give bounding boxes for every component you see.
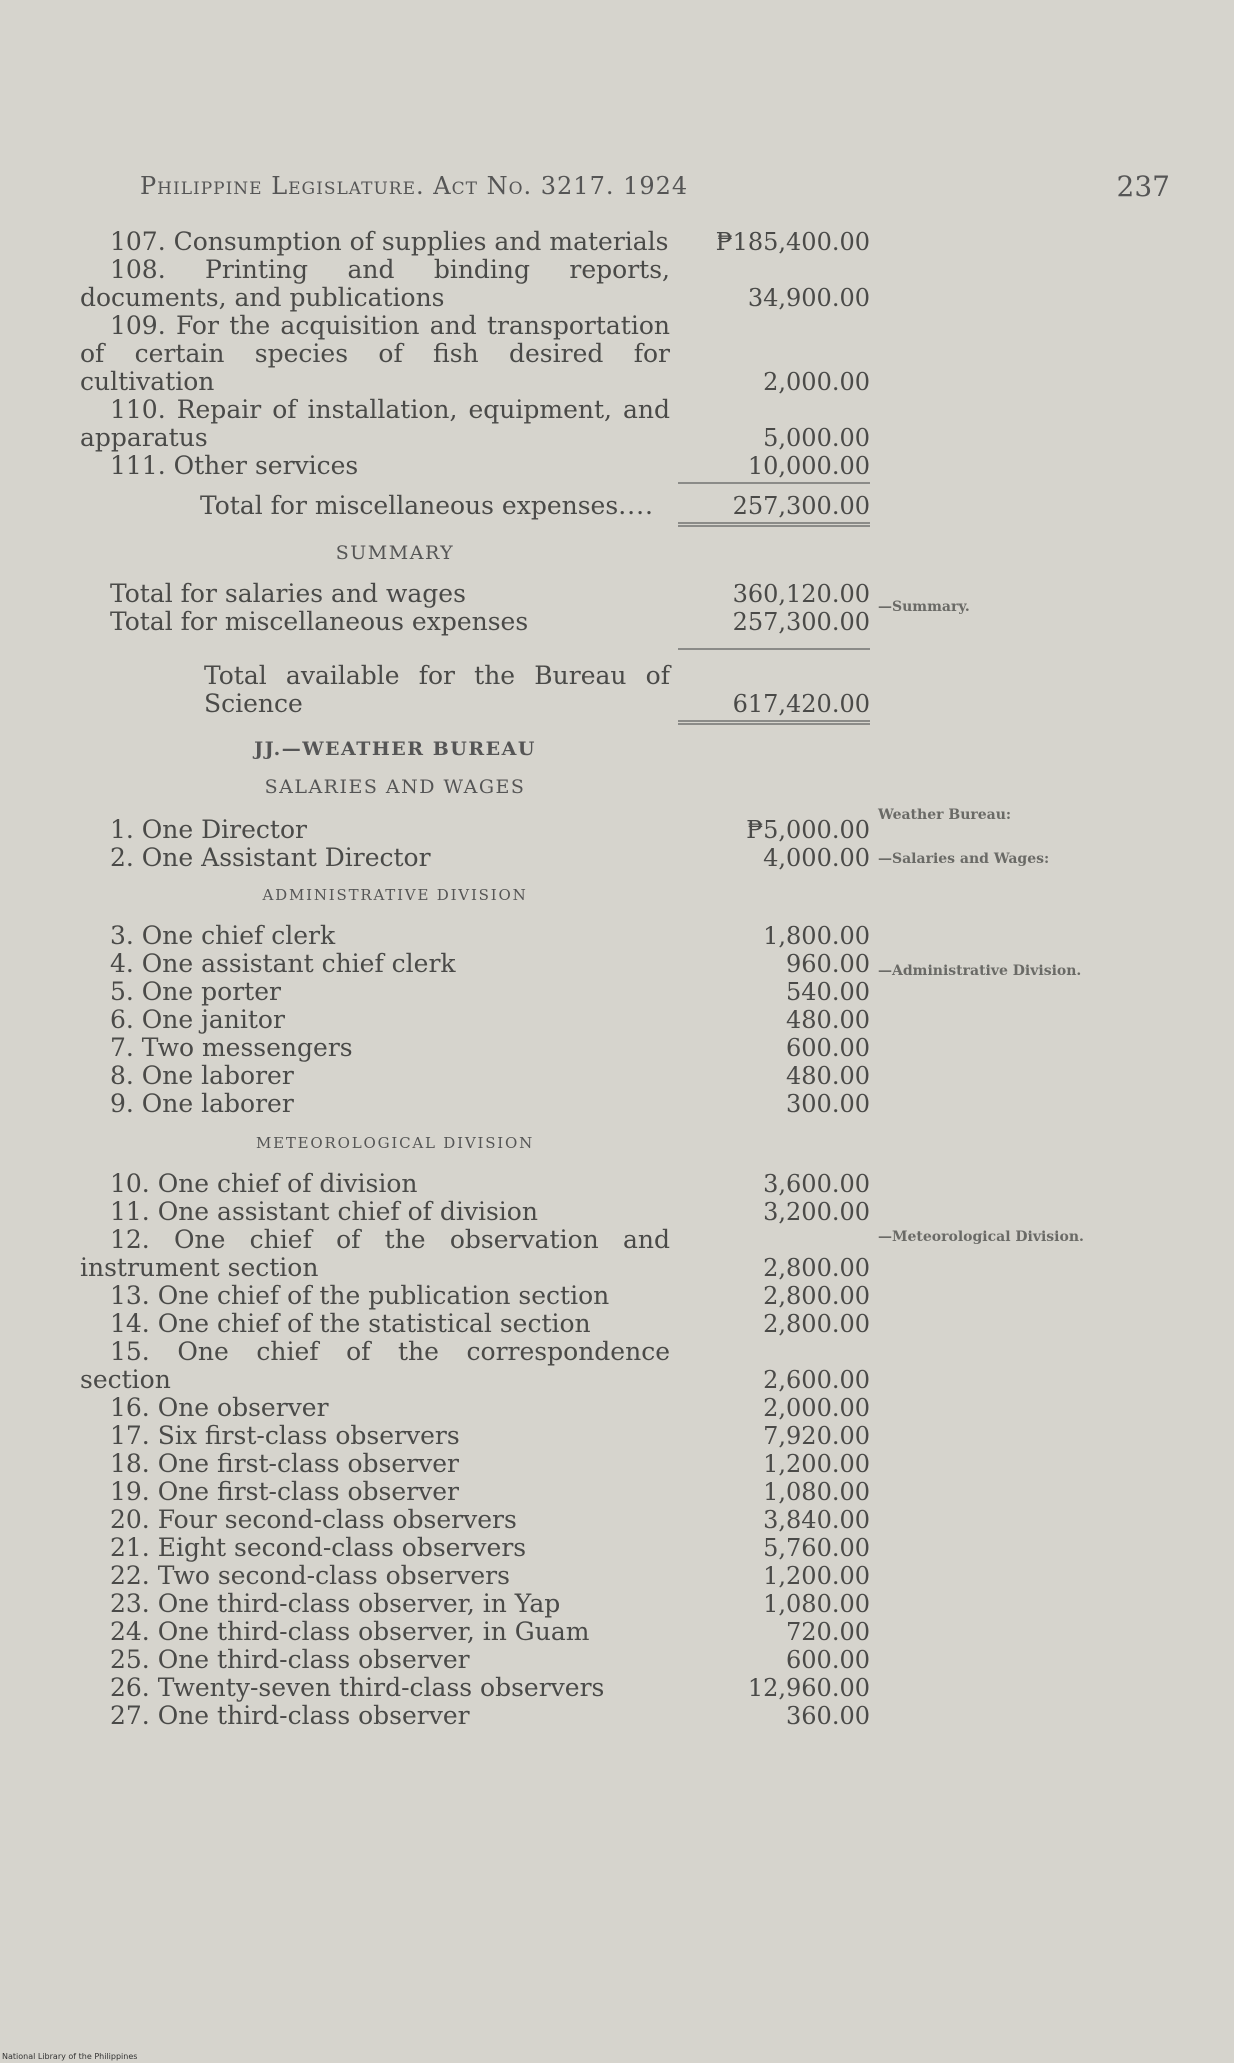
line-item bbox=[80, 452, 870, 480]
page-number: 237 bbox=[1116, 170, 1170, 203]
line-item-text: 19. One first-class observer bbox=[110, 1477, 459, 1506]
line-item-amount: 1,080.00 bbox=[763, 1590, 870, 1618]
line-item-amount: 2,000.00 bbox=[763, 368, 870, 396]
line-item bbox=[80, 922, 870, 950]
line-item-text: 23. One third-class observer, in Yap bbox=[110, 1589, 561, 1618]
line-item-amount: 2,000.00 bbox=[763, 1394, 870, 1422]
line-item-text: 3. One chief clerk bbox=[110, 921, 336, 950]
line-item bbox=[80, 950, 870, 978]
misc-total-amount: 257,300.00 bbox=[732, 492, 870, 520]
line-item-amount: 1,200.00 bbox=[763, 1562, 870, 1590]
line-item-amount: 10,000.00 bbox=[747, 452, 870, 480]
subtotal-rule bbox=[80, 480, 870, 486]
line-item-text: 1. One Director bbox=[110, 815, 307, 844]
line-item-amount: 1,080.00 bbox=[763, 1478, 870, 1506]
line-item-text: 25. One third-class observer bbox=[110, 1645, 470, 1674]
line-item bbox=[80, 1506, 870, 1534]
misc-total-label: Total for miscellaneous expenses bbox=[200, 491, 619, 520]
misc-total-line: Total for miscellaneous expenses.... 257,300.00 bbox=[200, 491, 870, 520]
main-column bbox=[80, 228, 870, 1730]
line-item-text: Total for salaries and wages bbox=[110, 579, 466, 608]
line-item-amount: 5,760.00 bbox=[763, 1534, 870, 1562]
line-item bbox=[80, 1534, 870, 1562]
margin-note-salaries: —Salaries and Wages: bbox=[878, 851, 1050, 867]
line-item-amount: 257,300.00 bbox=[732, 608, 870, 636]
misc-expense-list bbox=[80, 228, 870, 480]
line-item bbox=[80, 1226, 870, 1282]
line-item-text: 18. One first-class observer bbox=[110, 1449, 459, 1478]
line-item-amount: 5,000.00 bbox=[763, 424, 870, 452]
line-item-amount: 1,800.00 bbox=[763, 922, 870, 950]
page-footer: National Library of the Philippines bbox=[2, 2052, 138, 2061]
line-item-amount: 960.00 bbox=[786, 950, 870, 978]
line-item-text: 24. One third-class observer, in Guam bbox=[110, 1617, 590, 1646]
line-item-amount: 3,600.00 bbox=[763, 1170, 870, 1198]
line-item bbox=[80, 816, 870, 844]
line-item-text: 8. One laborer bbox=[110, 1061, 294, 1090]
line-item-amount: 300.00 bbox=[786, 1090, 870, 1118]
line-item-amount: 3,840.00 bbox=[763, 1506, 870, 1534]
line-item-text: 22. Two second-class observers bbox=[110, 1561, 510, 1590]
line-item-text: 21. Eight second-class observers bbox=[110, 1533, 527, 1562]
line-item bbox=[80, 1618, 870, 1646]
margin-note-meteorological: —Meteorological Division. bbox=[878, 1229, 1084, 1245]
director-list bbox=[80, 816, 870, 872]
line-item bbox=[80, 608, 870, 636]
line-item bbox=[80, 312, 870, 396]
line-item bbox=[80, 580, 870, 608]
line-item bbox=[80, 1478, 870, 1506]
line-item-amount: 34,900.00 bbox=[747, 284, 870, 312]
line-item-amount: 360.00 bbox=[786, 1702, 870, 1730]
line-item-amount: 480.00 bbox=[786, 1006, 870, 1034]
margin-note-summary: —Summary. bbox=[878, 599, 970, 615]
line-item bbox=[80, 1646, 870, 1674]
line-item-text: 17. Six first-class observers bbox=[110, 1421, 460, 1450]
line-item bbox=[80, 1062, 870, 1090]
line-item-amount: 12,960.00 bbox=[747, 1674, 870, 1702]
line-item-text: 108. Printing and binding reports, documents, and publications bbox=[80, 255, 670, 312]
summary-rule bbox=[80, 646, 870, 652]
line-item-amount: 2,600.00 bbox=[763, 1366, 870, 1394]
line-item bbox=[80, 1198, 870, 1226]
line-item bbox=[80, 1310, 870, 1338]
line-item-text: Total for miscellaneous expenses bbox=[110, 607, 529, 636]
met-division-heading: METEOROLOGICAL DIVISION bbox=[255, 1134, 535, 1152]
line-item-amount: 600.00 bbox=[786, 1034, 870, 1062]
line-item-text: 110. Repair of installation, equipment, and apparatus bbox=[80, 395, 670, 452]
line-item-amount: 2,800.00 bbox=[763, 1310, 870, 1338]
line-item bbox=[80, 1006, 870, 1034]
salaries-heading: SALARIES AND WAGES bbox=[264, 776, 526, 798]
grand-total-double-rule bbox=[80, 718, 870, 724]
line-item bbox=[80, 1090, 870, 1118]
line-item bbox=[80, 228, 870, 256]
line-item bbox=[80, 256, 870, 312]
line-item-text: 20. Four second-class observers bbox=[110, 1505, 517, 1534]
summary-list bbox=[80, 580, 870, 636]
line-item-text: 5. One porter bbox=[110, 977, 281, 1006]
line-item-text: 27. One third-class observer bbox=[110, 1701, 470, 1730]
line-item bbox=[80, 1702, 870, 1730]
grand-total-label: Total available for the Bureau of Science bbox=[204, 661, 670, 718]
line-item bbox=[80, 978, 870, 1006]
line-item-amount: 720.00 bbox=[786, 1618, 870, 1646]
line-item-amount: 2,800.00 bbox=[763, 1254, 870, 1282]
line-item-text: 111. Other services bbox=[110, 451, 359, 480]
margin-note-weather: Weather Bureau: bbox=[878, 807, 1012, 823]
line-item-text: 13. One chief of the publication section bbox=[110, 1281, 610, 1310]
line-item-text: 26. Twenty-seven third-class observers bbox=[110, 1673, 605, 1702]
line-item-text: 6. One janitor bbox=[110, 1005, 285, 1034]
line-item bbox=[80, 1590, 870, 1618]
line-item-amount: ₱185,400.00 bbox=[715, 228, 870, 256]
admin-division-list bbox=[80, 922, 870, 1118]
line-item-text: 11. One assistant chief of division bbox=[110, 1197, 538, 1226]
line-item-text: 12. One chief of the observation and instrument section bbox=[80, 1225, 670, 1282]
line-item-text: 15. One chief of the correspondence section bbox=[80, 1337, 670, 1394]
line-item-text: 10. One chief of division bbox=[110, 1169, 418, 1198]
total-double-rule bbox=[80, 520, 870, 526]
line-item bbox=[80, 1674, 870, 1702]
line-item-text: 109. For the acquisition and transportation of certain species of fish desired for cultivation bbox=[80, 311, 670, 396]
line-item-amount: 360,120.00 bbox=[732, 580, 870, 608]
page-header bbox=[140, 172, 1170, 212]
line-item bbox=[80, 1450, 870, 1478]
line-item-text: 16. One observer bbox=[110, 1393, 329, 1422]
line-item-amount: ₱5,000.00 bbox=[746, 816, 870, 844]
weather-bureau-heading: JJ.—WEATHER BUREAU bbox=[254, 738, 536, 760]
line-item-amount: 7,920.00 bbox=[763, 1422, 870, 1450]
line-item bbox=[80, 844, 870, 872]
line-item-amount: 3,200.00 bbox=[763, 1198, 870, 1226]
line-item-amount: 1,200.00 bbox=[763, 1450, 870, 1478]
line-item-amount: 480.00 bbox=[786, 1062, 870, 1090]
line-item-amount: 600.00 bbox=[786, 1646, 870, 1674]
line-item bbox=[80, 1394, 870, 1422]
line-item-amount: 4,000.00 bbox=[763, 844, 870, 872]
line-item bbox=[80, 1338, 870, 1394]
line-item bbox=[80, 1422, 870, 1450]
admin-division-heading: ADMINISTRATIVE DIVISION bbox=[262, 886, 528, 904]
grand-total-amount: 617,420.00 bbox=[732, 690, 870, 718]
line-item bbox=[80, 1282, 870, 1310]
line-item-text: 9. One laborer bbox=[110, 1089, 294, 1118]
margin-note-admin: —Administrative Division. bbox=[878, 963, 1082, 979]
line-item bbox=[80, 1562, 870, 1590]
line-item bbox=[80, 396, 870, 452]
running-title: Philippine Legislature. Act No. 3217. 1924 bbox=[140, 172, 689, 200]
line-item-text: 14. One chief of the statistical section bbox=[110, 1309, 591, 1338]
line-item-text: 2. One Assistant Director bbox=[110, 843, 431, 872]
line-item-text: 7. Two messengers bbox=[110, 1033, 353, 1062]
met-division-list bbox=[80, 1170, 870, 1730]
line-item-amount: 2,800.00 bbox=[763, 1282, 870, 1310]
line-item bbox=[80, 1034, 870, 1062]
line-item-text: 107. Consumption of supplies and materials bbox=[110, 227, 669, 256]
line-item-text: 4. One assistant chief clerk bbox=[110, 949, 456, 978]
line-item bbox=[80, 1170, 870, 1198]
grand-total-line bbox=[80, 662, 870, 718]
line-item-amount: 540.00 bbox=[786, 978, 870, 1006]
summary-heading: SUMMARY bbox=[335, 542, 455, 564]
